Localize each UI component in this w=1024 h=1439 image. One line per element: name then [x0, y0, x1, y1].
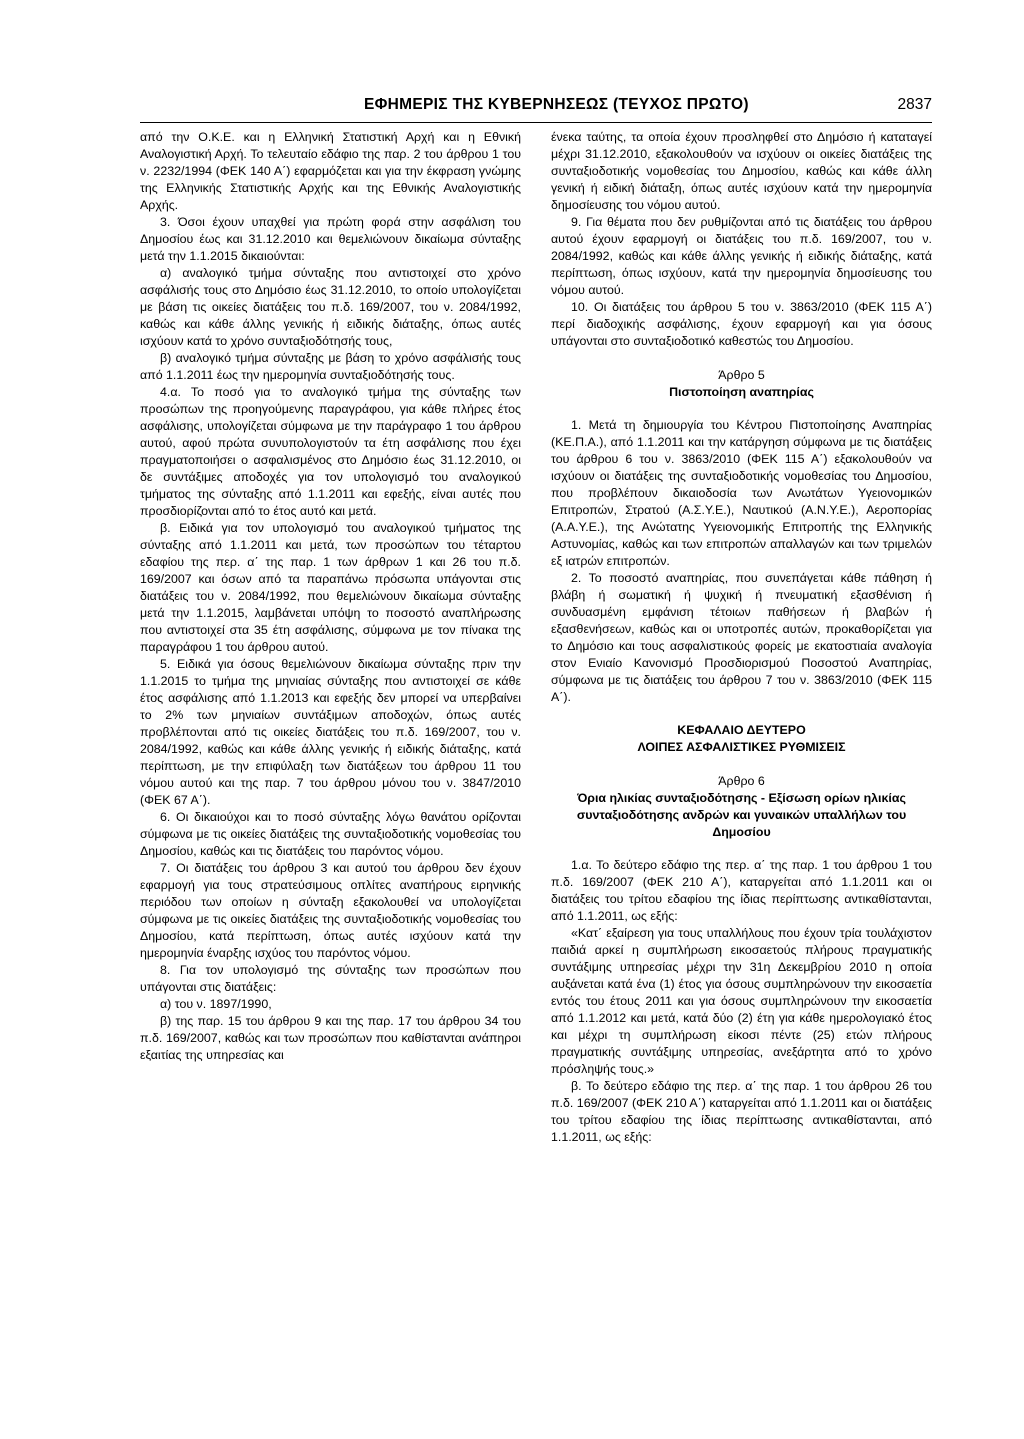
paragraph: β) αναλογικό τμήμα σύνταξης με βάση το χρόνο ασφάλισής τους από 1.1.2011 έως την ημερομηνία συνταξιοδότησής τους.: [140, 351, 521, 382]
paragraph: 2. Το ποσοστό αναπηρίας, που συνεπάγεται κάθε πάθηση ή βλάβη ή σωματική ή ψυχική ή πνευματική εξασθένιση ή συνδυασμένη εμφάνιση τέτοιων παθήσεων ή βλαβών ή εξασθενήσεων, καθώς και οι υποτροπές αυτών, προκαθορίζεται για το Δημόσιο και τους ασφαλιστικούς φορείς με εκατοστιαία αναλογία στον Ενιαίο Κανονισμό Προσδιορισμού Ποσοστού Αναπηρίας, σύμφωνα με τις διατάξεις του άρθρου 7 του ν. 3863/2010 (ΦΕΚ 115 Α΄).: [551, 571, 932, 704]
article-6-number: Άρθρο 6: [718, 774, 765, 788]
paragraph: β. Ειδικά για τον υπολογισμό του αναλογικού τμήματος της σύνταξης από 1.1.2011 και μετά, των προσώπων του τέταρτου εδαφίου της περ. α΄ της παρ. 1 των άρθρων 1 και 26 του π.δ. 169/2007 και όσων από τα παραπάνω πρόσωπα υπάγονται στις διατάξεις του ν. 2084/1992, που θεμελιώνουν δικαίωμα σύνταξης μετά την 1.1.2015, λαμβάνεται υπόψη το ποσοστό αναπλήρωσης που αντιστοιχεί στα 35 έτη ασφάλισης, σύμφωνα με τον πίνακα της παραγράφου 1 του άρθρου αυτού.: [140, 521, 521, 654]
article-5-title: Πιστοποίηση αναπηρίας: [669, 385, 814, 399]
paragraph: 8. Για τον υπολογισμό της σύνταξης των προσώπων που υπάγονται στις διατάξεις:: [140, 963, 521, 994]
paragraph: 1. Μετά τη δημιουργία του Κέντρου Πιστοποίησης Αναπηρίας (ΚΕ.Π.Α.), από 1.1.2011 και την κατάργηση σύμφωνα με τις διατάξεις του άρθρου 6 του ν. 3863/2010 (ΦΕΚ 115 Α΄) εξακολουθούν να ισχύουν οι διατάξεις της συνταξιοδοτικής νομοθεσίας του Δημοσίου, που προβλέπουν δικαιοδοσία των Ανωτάτων Υγειονομικών Επιτροπών, Στρατού (Α.Σ.Υ.Ε.), Ναυτικού (Α.Ν.Υ.Ε.), Αεροπορίας (Α.Α.Υ.Ε.), της Ανώτατης Υγειονομικής Επιτροπής της Ελληνικής Αστυνομίας, καθώς και των επιτροπών απαλλαγών και των τριμελών εξ ιατρών επιτροπών.: [551, 418, 932, 568]
left-column: [140, 129, 521, 1064]
chapter-heading: ΚΕΦΑΛΑΙΟ ΔΕΥΤΕΡΟ: [677, 723, 806, 737]
paragraph: 6. Οι δικαιούχοι και το ποσό σύνταξης λόγω θανάτου ορίζονται σύμφωνα με τις οικείες διατάξεις της συνταξιοδοτικής νομοθεσίας του Δημοσίου, καθώς και τις διατάξεις του παρόντος νόμου.: [140, 810, 521, 858]
paragraph: β. Το δεύτερο εδάφιο της περ. α΄ της παρ. 1 του άρθρου 26 του π.δ. 169/2007 (ΦΕΚ 210 Α΄) καταργείται από 1.1.2011 και οι διατάξεις του τρίτου εδαφίου της ίδιας περίπτωσης αντικαθίστανται, από 1.1.2011, ως εξής:: [551, 1079, 932, 1144]
paragraph: α) αναλογικό τμήμα σύνταξης που αντιστοιχεί στο χρόνο ασφάλισής τους στο Δημόσιο έως 31.12.2010, το οποίο υπολογίζεται με βάση τις οικείες διατάξεις του π.δ. 169/2007, του ν. 2084/1992, καθώς και κάθε άλλης γενικής ή ειδικής διάταξης, όπως αυτές ισχύουν κατά το χρόνο συνταξιοδότησής τους,: [140, 266, 521, 348]
paragraph: 4.α. Το ποσό για το αναλογικό τμήμα της σύνταξης των προσώπων της προηγούμενης παραγράφου, για κάθε πλήρες έτος ασφάλισης, υπολογίζεται σύμφωνα με την παράγραφο 1 του άρθρου αυτού, αφού πρώτα συνυπολογιστούν τα έτη ασφάλισης που έχει πραγματοποιήσει ο ασφαλισμένος στο Δημόσιο έως 31.12.2010, οι δε συντάξιμες αποδοχές για τον υπολογισμό του αναλογικού τμήματος της σύνταξης από 1.1.2011 και εφεξής, είναι αυτές που προσδιορίζονται από το έτος αυτό και μετά.: [140, 385, 521, 518]
paragraph: ένεκα ταύτης, τα οποία έχουν προσληφθεί στο Δημόσιο ή καταταγεί μέχρι 31.12.2010, εξακολουθούν να ισχύουν οι οικείες διατάξεις της συνταξιοδοτικής νομοθεσίας του Δημοσίου, καθώς και κάθε άλλη γενική ή ειδική διάταξη, όπως αυτές ισχύουν κατά την ημερομηνία δημοσίευσης του νόμου αυτού.: [551, 130, 932, 212]
right-column: [551, 129, 932, 1146]
header-rule: [140, 122, 932, 123]
paragraph: «Κατ΄ εξαίρεση για τους υπαλλήλους που έχουν τρία τουλάχιστον παιδιά αρκεί η συμπλήρωση εικοσαετούς πλήρους πραγματικής συντάξιμης υπηρεσίας μέχρι την 31η Δεκεμβρίου 2010 η οποία αυξάνεται κατά ένα (1) έτος για όσους συμπληρώνουν την εικοσαετία εντός του έτους 2011 και για όσους συμπληρώνουν την εικοσαετία από 1.1.2012 και μετά, κατά δύο (2) έτη για κάθε ημερολογιακό έτος και μέχρι τη συμπλήρωση είκοσι πέντε (25) ετών πλήρους πραγματικής συντάξιμης υπηρεσίας, ανεξάρτητα από το χρόνο πρόσληψής τους.»: [551, 926, 932, 1076]
paragraph: α) του ν. 1897/1990,: [160, 997, 272, 1011]
paragraph: 3. Όσοι έχουν υπαχθεί για πρώτη φορά στην ασφάλιση του Δημοσίου έως και 31.12.2010 και θεμελιώνουν δικαίωμα σύνταξης μετά την 1.1.2015 δικαιούνται:: [140, 215, 521, 263]
chapter-subheading: ΛΟΙΠΕΣ ΑΣΦΑΛΙΣΤΙΚΕΣ ΡΥΘΜΙΣΕΙΣ: [637, 740, 846, 754]
paragraph: 7. Οι διατάξεις του άρθρου 3 και αυτού του άρθρου δεν έχουν εφαρμογή για τους στρατεύσιμους οπλίτες αναπήρους ειρηνικής περιόδου των οποίων η σύνταξη εξακολουθεί να υπολογίζεται σύμφωνα με τις οικείες διατάξεις της συνταξιοδοτικής νομοθεσίας του Δημοσίου, κατά περίπτωση, όπως αυτές ισχύουν κατά την ημερομηνία έναρξης ισχύος του παρόντος νόμου.: [140, 861, 521, 960]
page-header: [140, 96, 932, 114]
paragraph: 9. Για θέματα που δεν ρυθμίζονται από τις διατάξεις του άρθρου αυτού έχουν εφαρμογή οι διατάξεις του π.δ. 169/2007, του ν. 2084/1992, καθώς και κάθε άλλης γενικής ή ειδικής διάταξης, κατά περίπτωση, όπως ισχύουν, κατά την ημερομηνία δημοσίευσης του νόμου αυτού.: [551, 215, 932, 297]
article-6-title: Όρια ηλικίας συνταξιοδότησης - Εξίσωση ορίων ηλικίας συνταξιοδότησης ανδρών και γυναικών υπαλλήλων του Δημοσίου: [576, 791, 907, 839]
paragraph: 5. Ειδικά για όσους θεμελιώνουν δικαίωμα σύνταξης πριν την 1.1.2015 το τμήμα της μηνιαίας σύνταξης που αντιστοιχεί σε κάθε έτος ασφάλισης από 1.1.2013 και εφεξής δεν μπορεί να υπερβαίνει το 2% των μηνιαίων συντάξιμων αποδοχών, όπως αυτές προβλέπονται από τις οικείες διατάξεις του π.δ. 169/2007, του ν. 2084/1992, καθώς και κάθε άλλης γενικής ή ειδικής διάταξης, κατά περίπτωση, με την επιφύλαξη των διατάξεων του άρθρου 11 του νόμου αυτού και της παρ. 7 του άρθρου μόνου του ν. 3847/2010 (ΦΕΚ 67 Α΄).: [140, 657, 521, 807]
page-number: 2837: [897, 96, 932, 113]
paragraph: 1.α. Το δεύτερο εδάφιο της περ. α΄ της παρ. 1 του άρθρου 1 του π.δ. 169/2007 (ΦΕΚ 210 Α΄), καταργείται από 1.1.2011 και οι διατάξεις του τρίτου εδαφίου της ίδιας περίπτωσης αντικαθίστανται, από 1.1.2011, ως εξής:: [551, 858, 932, 923]
paragraph: από την Ο.Κ.Ε. και η Ελληνική Στατιστική Αρχή και η Εθνική Αναλογιστική Αρχή. Το τελευταίο εδάφιο της παρ. 2 του άρθρου 1 του ν. 2232/1994 (ΦΕΚ 140 Α΄) εφαρμόζεται και για την έκφραση γνώμης της Ελληνικής Στατιστικής Αρχής και της Εθνικής Αναλογιστικής Αρχής.: [140, 130, 521, 212]
article-5-number: Άρθρο 5: [718, 368, 765, 382]
paragraph: 10. Οι διατάξεις του άρθρου 5 του ν. 3863/2010 (ΦΕΚ 115 Α΄) περί διαδοχικής ασφάλισης, έχουν εφαρμογή και για όσους υπάγονται στο συνταξιοδοτικό καθεστώς του Δημοσίου.: [551, 300, 932, 348]
paragraph: β) της παρ. 15 του άρθρου 9 και της παρ. 17 του άρθρου 34 του π.δ. 169/2007, καθώς και των προσώπων που καθίστανται ανάπηροι εξαιτίας της υπηρεσίας και: [140, 1014, 521, 1062]
gazette-title: ΕΦΗΜΕΡΙΣ ΤΗΣ ΚΥΒΕΡΝΗΣΕΩΣ (ΤΕΥΧΟΣ ΠΡΩΤΟ): [364, 96, 749, 113]
